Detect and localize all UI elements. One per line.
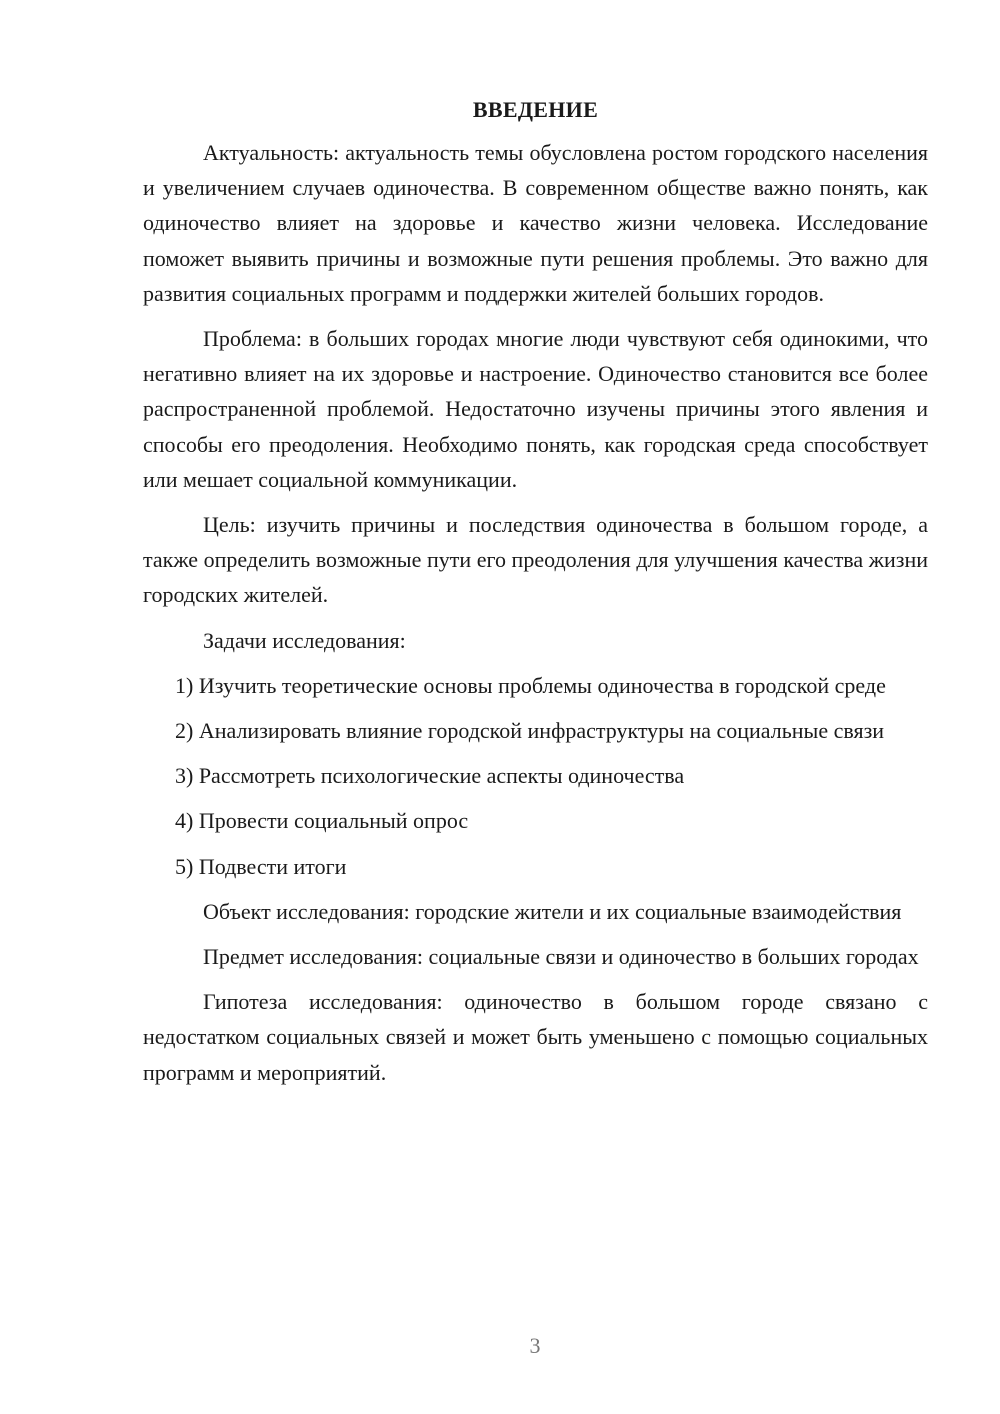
hypothesis-paragraph: Гипотеза исследования: одиночество в большом городе связано с недостатком социальных связей и может быть уменьшено с помощью социальных программ и мероприятий. <box>143 989 928 1085</box>
document-page <box>143 92 928 1100</box>
research-subject-paragraph: Предмет исследования: социальные связи и одиночество в больших городах <box>203 944 919 970</box>
relevance-paragraph: Актуальность: актуальность темы обусловлена ростом городского населения и увеличением случаев одиночества. В современном обществе важно понять, как одиночество влияет на здоровье и качество жизни человека. Исследование поможет выявить причины и возможные пути решения проблемы. Это важно для развития социальных программ и поддержки жителей больших городов. <box>143 140 928 306</box>
tasks-heading: Задачи исследования: <box>203 627 406 653</box>
page-number: 3 <box>529 1333 541 1358</box>
goal-paragraph: Цель: изучить причины и последствия одиночества в большом городе, а также определить возможные пути его преодоления для улучшения качества жизни городских жителей. <box>143 512 928 608</box>
task-list-item: 3) Рассмотреть психологические аспекты одиночества <box>175 763 685 789</box>
problem-paragraph: Проблема: в больших городах многие люди чувствуют себя одинокими, что негативно влияет на их здоровье и настроение. Одиночество становится все более распространенной проблемой. Недостаточно изучены причины этого явления и способы его преодоления. Необходимо понять, как городская среда способствует или мешает социальной коммуникации. <box>143 326 928 492</box>
page-title: ВВЕДЕНИЕ <box>472 97 599 122</box>
task-list-item: 4) Провести социальный опрос <box>175 808 469 834</box>
task-list-item: 5) Подвести итоги <box>175 853 347 879</box>
task-list-item: 1) Изучить теоретические основы проблемы одиночества в городской среде <box>175 672 886 698</box>
research-object-paragraph: Объект исследования: городские жители и их социальные взаимодействия <box>203 898 902 924</box>
task-list-item: 2) Анализировать влияние городской инфраструктуры на социальные связи <box>175 718 885 744</box>
